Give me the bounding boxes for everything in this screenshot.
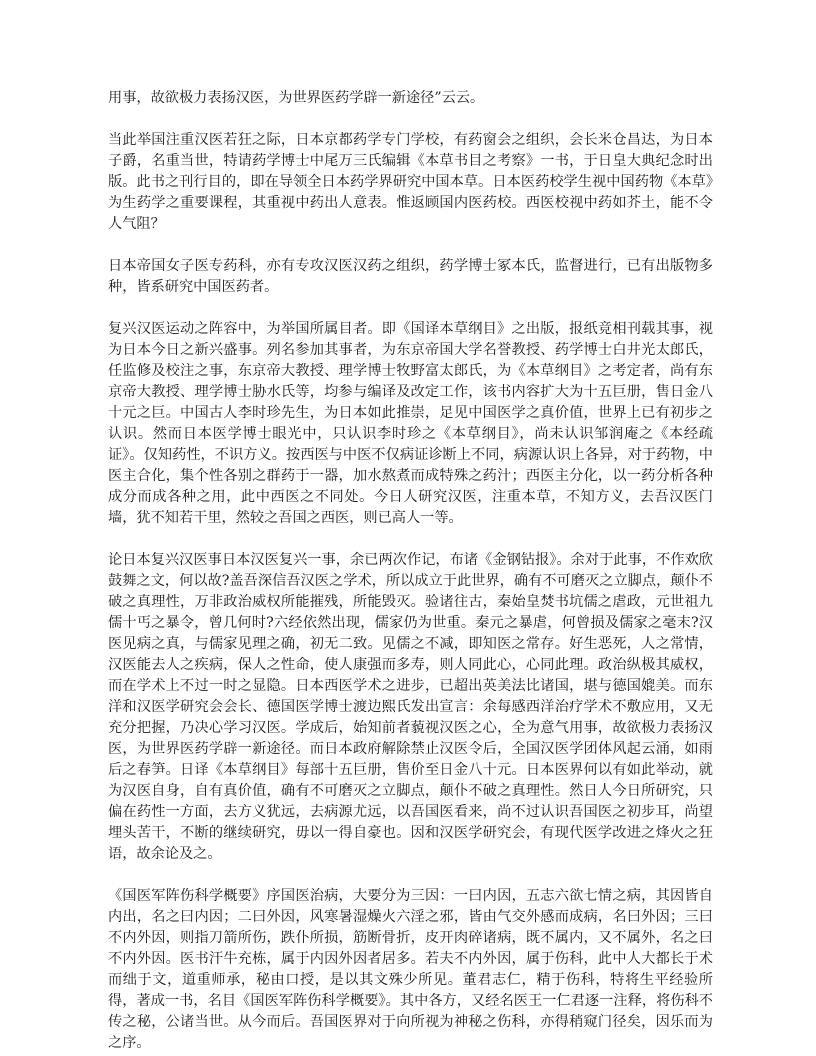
paragraph-2: 当此举国注重汉医若狂之际，日本京都药学专门学校，有药窗会之组织，会长米仓昌达，为日本子爵，名重当世，特请药学博士中尾万三氏编辑《本草书目之考察》一书，于日皇大典纪念时出版。此书之刊行目的，即在导领全日本药学界研究中国本草。日本医药校学生视中国药物《本草》为生药学之重要课程，其重视中药出人意表。惟返顾国内医药校。西医校视中药如芥土，能不令人气阻？ — [108, 132, 713, 232]
document-page — [108, 88, 713, 1054]
paragraph-3: 日本帝国女子医专药科，亦有专攻汉医汉药之组织，药学博士冢本氏，监督进行，已有出版物多种，皆系研究中国医药者。 — [108, 258, 713, 295]
paragraph-4: 复兴汉医运动之阵容中，为举国所属目者。即《国译本草纲目》之出版，报纸竞相刊载其事，视为日本今日之新兴盛事。列名参加其事者，为东京帝国大学名誉教授、药学博士白井光太郎氏，任监修及校注之事，东京帝大教授、理学博士牧野富太郎氏，为《本草纲目》之考定者，尚有东京帝大教授、理学博士胁水氏等，均参与编译及改定工作，该书内容扩大为十五巨册，售日金八十元之巨。中国古人李时珍先生，为日本如此推崇，足见中国医学之真价值，世界上已有初步之认识。然而日本医学博士眼光中，只认识李时珍之《本草纲目》，尚未认识邹润庵之《本经疏证》。仅知药性，不识方义。按西医与中医不仅病证诊断上不同，病源认识上各异，对于药物，中医主合化，集个性各别之群药于一器，加水熬煮而成特殊之药汁；西医主分化，以一药分析各种成分而成各种之用，此中西医之不同处。今日人研究汉医，注重本草，不知方义，去吾汉医门墙，犹不知若干里，然较之吾国之西医，则已高人一等。 — [108, 321, 713, 526]
paragraph-6: 《国医军阵伤科学概要》序国医治病，大要分为三因：一曰内因，五志六欲七情之病，其因皆自内出，名之曰内因；二曰外因，风寒暑湿燥火六淫之邪，皆由气交外感而成病，名曰外因；三曰不内外因，则指刀箭所伤，跌仆所损，筋断骨折，皮开肉碎诸病，既不属内，又不属外，名之曰不内外因。医书汗牛充栋，属于内因外因者居多。若夫不内外因，属于伤科，此中人大都长于术而绌于文，道重师承，秘由口授，是以其文殊少所见。董君志仁，精于伤科，特将生平经验所得，著成一书，名目《国医军阵伤科学概要》。其中各方，又经名医王一仁君逐一注释，将伤科不传之秘，公诸当世。从今而后。吾国医界对于向所视为神秘之伤科，亦得稍窥门径矣，因乐而为之序。 — [108, 888, 713, 1051]
paragraph-1: 用事，故欲极力表扬汉医，为世界医药学辟一新途径”云云。 — [108, 90, 485, 106]
paragraph-5: 论日本复兴汉医事日本汉医复兴一事，余已两次作记，布诸《金钢钻报》。余对于此事，不作欢欣鼓舞之文，何以故?盖吾深信吾汉医之学术，所以成立于此世界，确有不可磨灭之立脚点，颠仆不破之真理性，万非政治威权所能摧残，所能毁灭。验诸往古，秦始皇焚书坑儒之虐政，元世祖九儒十丐之暴令，曾几何时?六经依然出现，儒家仍为世重。秦元之暴虐，何曾损及儒家之毫末?汉医见病之真，与儒家见理之确，初无二致。见儒之不减，即知医之常存。好生恶死，人之常情，汉医能去人之疾病，保人之性命，使人康强而多寿，则人同此心，心同此理。政治纵极其威权，而在学术上不过一时之显隐。日本西医学术之进步，已超出英美法比诸国，堪与德国媲美。而东洋和汉医学研究会会长、德国医学博士渡边熙氏发出宣言：余每感西洋治疗学术不敷应用，又无充分把握，乃决心学习汉医。学成后，始知前者藐视汉医之心，全为意气用事，故欲极力表扬汉医，为世界医药学辟一新途径。而日本政府解除禁止汉医令后，全国汉医学团体风起云涌，如雨后之春笋。日译《本草纲目》每部十五巨册，售价至日金八十元。日本医界何以有如此举动，就为汉医自身，自有真价值，确有不可磨灭之立脚点，颠仆不破之真理性。然日人今日所研究，只偏在药性一方面，去方义犹远，去病源尤远，以吾国医看来，尚不过认识吾国医之初步耳，尚望埋头苦干，不断的继续研究，毋以一得自豪也。因和汉医学研究会，有现代医学改进之烽火之狂语，故余论及之。 — [108, 552, 713, 862]
